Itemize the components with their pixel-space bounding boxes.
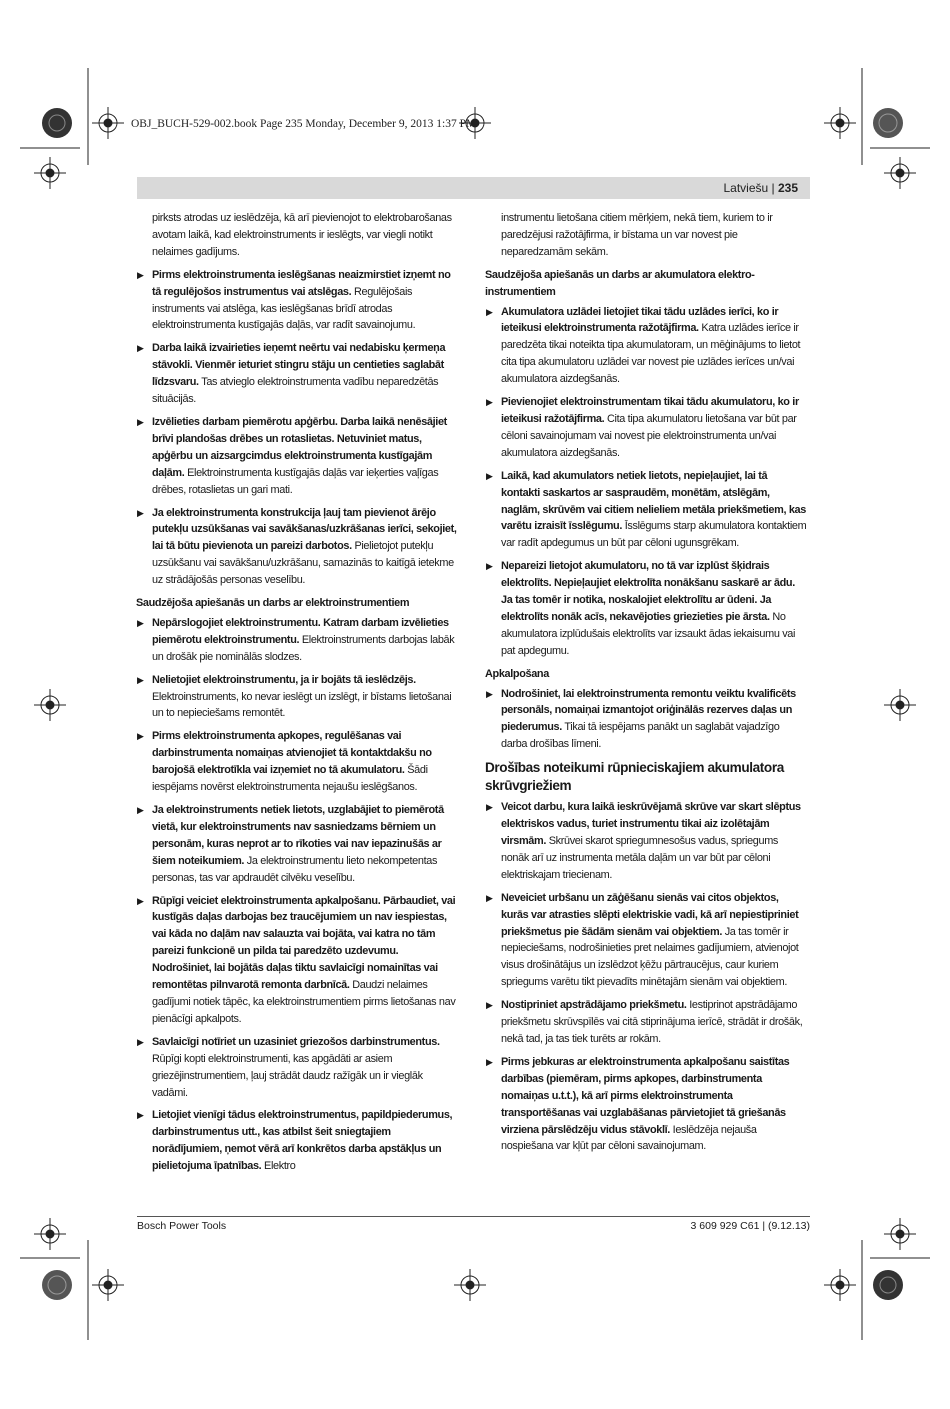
safety-item-bold: Darba laikā izvairieties ieņemt neērtu vai nedabisku ķermeņa stāvokli. Vienmēr ieturiet stingru stāju un centieties saglabāt līdzsvaru. — [152, 342, 446, 389]
section-heading: Apkalpošana — [485, 667, 549, 680]
safety-item-bold: Rūpīgi veiciet elektroinstrumenta apkalpošanu. Pārbaudiet, vai kustīgās daļas darbojas bez traucējumiem un nav iespiestas, vai kāda no daļām nav salauzta vai bojāta, vai katra no tām pareizi funkcionē un pilda tai paredzēto uzdevumu. Nodrošiniet, lai bojātās daļas tiktu savlaicīgi nomainītas vai remontētas pilnvarotā remonta darbnīcā. — [152, 894, 456, 992]
safety-item — [136, 672, 458, 723]
safety-item-text: Rūpīgi kopti elektroinstrumenti, kas apgādāti ar asiem griezējinstrumentiem, ļauj strādāt daudz ražīgāk un ir vieglāk vadāmi. — [152, 1052, 423, 1099]
left-column — [136, 210, 458, 1181]
safety-item-text: Pielietojot putekļu uzsūkšanu vai savākšanu/uzkrāšanu, samazinās to kaitīgā ietekme uz strādājošās personas veselību. — [152, 540, 454, 587]
safety-item-text: Cita tipa akumulatoru lietošana var būt par cēloni savainojumam vai novest pie elektroinstrumenta un/vai akumulatora aizdegšanās. — [501, 412, 797, 459]
safety-item-text: Ja elektroinstrumentu lieto nekompetentas personas, tas var apdraudēt cilvēku veselību. — [152, 854, 438, 884]
safety-item-text: Ja tas tomēr ir nepieciešams, nodrošinieties pret nelaimes gadījumiem, atvienojot visus drošinātājus un izslēdzot ķēžu pārtraucējus, caur kuriem spriegums varētu tikt pievadīts minētajām sienām vai objektiem. — [501, 925, 799, 989]
safety-item-text: Tas atvieglo elektroinstrumenta vadību neparedzētās situācijās. — [152, 376, 439, 406]
right-column — [485, 210, 807, 1161]
safety-item — [136, 414, 458, 499]
page-language: Latviešu — [723, 181, 769, 195]
section-heading: Saudzējoša apiešanās un darbs ar akumulatora elektroinstrumentiem — [485, 268, 755, 298]
safety-item — [485, 394, 807, 462]
safety-item-bold: Neveiciet urbšanu un zāģēšanu sienās vai citos objektos, kurās var atrasties slēpti elektriskie vadi, kā arī nepiestipriniet priekšmetus pie šādām sienām vai objektiem. — [501, 891, 799, 938]
safety-item-bold: Ja elektroinstruments netiek lietots, uzglabājiet to piemērotā vietā, kur elektroinstruments nav sasniedzams bērniem un personām, kuras neprot ar to rīkoties vai nav iepazinušās ar šiem noteikumiem. — [152, 804, 444, 867]
safety-item — [485, 997, 807, 1048]
safety-item — [485, 890, 807, 991]
safety-item — [485, 558, 807, 659]
safety-item-bold: Laikā, kad akumulators netiek lietots, nepieļaujiet, lai tā kontakti saskartos ar saspraudēm, monētām, atslēgām, naglām, skrūvēm vai citiem nelieliem metāla priekšmetiem, kas varētu izraisīt īsslēgumu. — [501, 469, 806, 533]
safety-item-bold: Izvēlieties darbam piemērotu apģērbu. Darba laikā nenēsājiet brīvi plandošas drēbes un rotaslietas. Netuviniet matus, apģērbu un aizsargcimdus elektroinstrumenta kustīgajām daļām. — [152, 415, 447, 479]
footer-rule — [137, 1216, 810, 1217]
safety-item-bold: Lietojiet vienīgi tādus elektroinstrumentus, papildpiederumus, darbinstrumentus utt., kas atbilst šeit sniegtajiem norādījumiem, ņemot vērā arī konkrētos darba apstākļus un pielietojuma īpatnības. — [152, 1109, 453, 1173]
footer-doc-number: 3 609 929 C61 | (9.12.13) — [690, 1220, 810, 1232]
safety-item — [136, 1107, 458, 1175]
safety-item — [485, 799, 807, 884]
safety-item — [136, 615, 458, 666]
safety-item — [136, 728, 458, 796]
paragraph-continuation: pirksts atrodas uz ieslēdzēja, kā arī pievienojot to elektrobarošanas avotam laikā, kad elektroinstruments ir ieslēgts, var viegli notikt nelaimes gadījums. — [152, 212, 452, 258]
safety-item — [136, 802, 458, 887]
safety-item-text: Daudzi nelaimes gadījumi notiek tāpēc, ka elektroinstrumentiem pirms lietošanas nav pienācīgi apkalpots. — [152, 979, 456, 1025]
safety-item-bold: Nodrošiniet, lai elektroinstrumenta remontu veiktu kvalificēts personāls, nomaiņai izmantojot oriģinālās rezerves daļas un piederumus. — [501, 687, 796, 734]
safety-item-bold: Pirms elektroinstrumenta apkopes, regulēšanas vai darbinstrumenta nomaiņas atvienojiet tā kontaktdakšu no barojošā elektrotīkla vai izņemiet no tā akumulatoru. — [152, 730, 432, 777]
safety-item-text: Īsslēgums starp akumulatora kontaktiem var radīt apdegumus un būt par cēloni ugunsgrēkam. — [501, 520, 807, 550]
paragraph-continuation: instrumentu lietošana citiem mērķiem, nekā tiem, kuriem to ir paredzējusi ražotājfirma, ir bīstama un var novest pie neparedzamām sekām. — [501, 212, 773, 258]
safety-item-text: Iestiprinot apstrādājamo priekšmetu skrūvspīlēs vai citā stiprinājuma ierīcē, strādāt ir drošāk, nekā tad, ja tas tiek turēts ar rokām. — [501, 999, 803, 1045]
safety-item-text: Tikai tā iespējams panākt un saglabāt vajadzīgo darba drošības līmeni. — [501, 721, 780, 751]
safety-item-bold: Nostipriniet apstrādājamo priekšmetu. — [501, 999, 687, 1012]
safety-item — [136, 893, 458, 1028]
safety-item-bold: Veicot darbu, kura laikā ieskrūvējamā skrūve var skart slēptus elektriskos vadus, turiet instrumentu tikai aiz izolētajām virsmām. — [501, 801, 801, 847]
safety-item-text: Elektroinstruments, ko nevar ieslēgt un izslēgt, ir bīstams lietošanai un to nepieciešams remontēt. — [152, 690, 452, 720]
safety-item-text: Katra uzlādes ierīce ir paredzēta tikai noteikta tipa akumulatoram, un mēģinājums to lietot cita tipa akumulatoru uzlādei var novest pie uzlādes ierīces un/vai akumulatora aizdegšanās. — [501, 322, 801, 386]
safety-item-text: Elektroinstrumenta kustīgajās daļās var ieķerties vaļīgas drēbes, rotaslietas un gari mati. — [152, 466, 439, 496]
section-title: Drošības noteikumi rūpnieciskajiem akumulatora skrūvgriežiem — [485, 760, 784, 794]
safety-item-bold: Nelietojiet elektroinstrumentu, ja ir bojāts tā ieslēdzējs. — [152, 673, 416, 686]
footer-brand: Bosch Power Tools — [137, 1220, 227, 1232]
safety-item-bold: Pirms elektroinstrumenta ieslēgšanas neaizmirstiet izņemt no tā regulējošos instrumentus vai atslēgas. — [152, 268, 451, 298]
safety-item — [136, 1034, 458, 1102]
page-number: 235 — [777, 181, 798, 195]
page-header-bar — [137, 177, 810, 199]
safety-item-bold: Ja elektroinstrumenta konstrukcija ļauj tam pievienot ārējo putekļu uzsūkšanas vai savākšanas/uzkrāšanas ierīci, sekojiet, lai tā būtu pievienota un pareizi darbotos. — [152, 506, 457, 553]
safety-item-text: Regulējošais instruments vai atslēga, kas ieslēgšanas brīdī atrodas elektroinstrumenta kustīgajās daļās, var radīt savainojumu. — [152, 285, 416, 332]
safety-item — [485, 468, 807, 553]
header-separator: | — [768, 181, 778, 195]
safety-item-bold: Nepareizi lietojot akumulatoru, no tā var izplūst šķidrais elektrolīts. Nepieļaujiet elektrolīta nonākšanu saskarē ar ādu. Ja tas tomēr ir notika, noskalojiet elektrolītu ar ūdeni. Ja elektrolīts nonāk acīs, nekavējoties griezieties pie ārsta. — [501, 560, 795, 623]
safety-item-bold: Pievienojiet elektroinstrumentam tikai tādu akumulatoru, ko ir ieteikusi ražotājfirma. — [501, 396, 799, 425]
safety-item — [485, 304, 807, 389]
safety-item-text: Ieslēdzēja nejauša nospiešana var kļūt par cēloni savainojumam. — [501, 1123, 757, 1153]
safety-item-text: Šādi iespējams novērst elektroinstrumenta nejaušu ieslēgšanos. — [152, 764, 428, 794]
safety-item-text: Elektroinstruments darbojas labāk un drošāk pie nominālās slodzes. — [152, 633, 455, 663]
safety-item-bold: Akumulatora uzlādei lietojiet tikai tādu uzlādes ierīci, ko ir ieteikusi elektroinstrumenta ražotājfirma. — [501, 305, 779, 335]
safety-item-text: Elektro — [261, 1160, 296, 1173]
safety-item — [485, 686, 807, 754]
safety-item-bold: Pirms jebkuras ar elektroinstrumenta apkalpošanu saistītas darbības (piemēram, pirms apkopes, darbinstrumenta nomaiņas u.t.t.), kā arī pirms elektroinstrumenta transportēšanas vai uzglabāšanas pārvietojiet tā griešanās virziena pārslēdzēju vidus stāvoklī. — [501, 1055, 790, 1136]
safety-item-text: Skrūvei skarot spriegumnesošus vadus, spriegums nonāk arī uz instrumenta metāla daļām un var būt par cēloni elektriskajam triecienam. — [501, 835, 779, 881]
print-header: OBJ_BUCH-529-002.book Page 235 Monday, December 9, 2013 1:37 PM — [131, 118, 477, 130]
safety-item — [136, 340, 458, 408]
page-header — [723, 181, 798, 195]
safety-item — [485, 1054, 807, 1155]
safety-item-bold: Nepārslogojiet elektroinstrumentu. Katram darbam izvēlieties piemērotu elektroinstrumentu. — [152, 616, 449, 646]
safety-item-text: No akumulatora izplūdušais elektrolīts var izsaukt ādas iekaisumu vai pat apdegumu. — [501, 610, 796, 657]
safety-item — [136, 505, 458, 590]
section-heading: Saudzējoša apiešanās un darbs ar elektroinstrumentiem — [136, 597, 410, 610]
safety-item — [136, 267, 458, 335]
safety-item-bold: Savlaicīgi notīriet un uzasiniet griezošos darbinstrumentus. — [152, 1035, 440, 1048]
